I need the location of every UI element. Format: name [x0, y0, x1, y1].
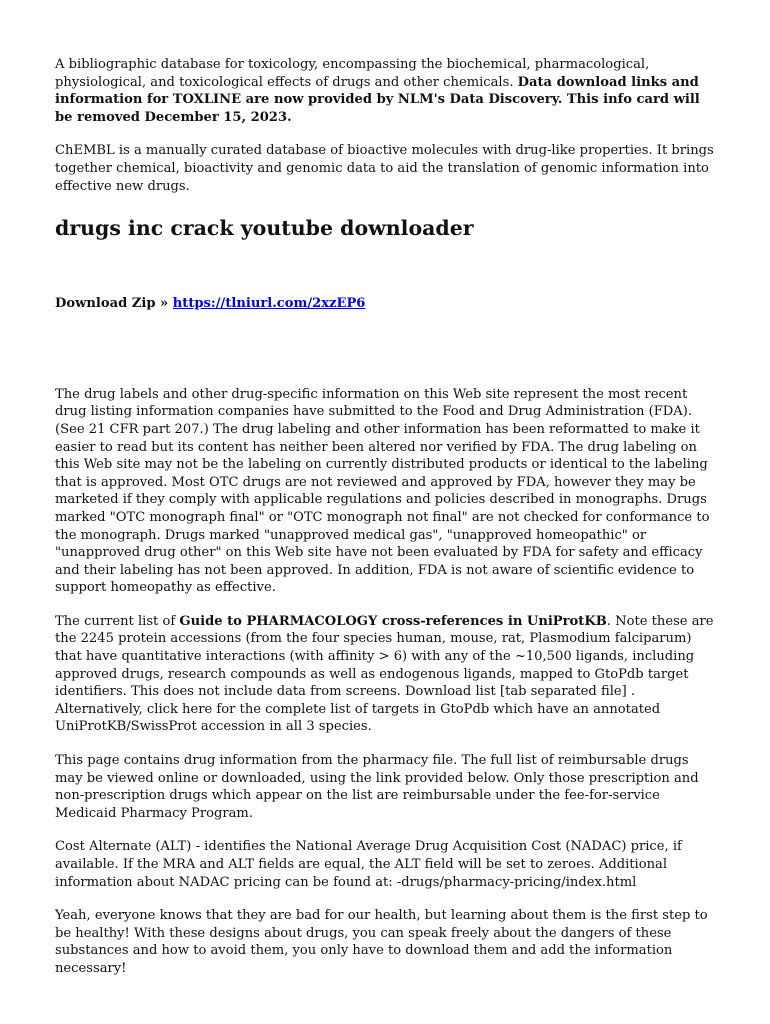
drug-labels-paragraph: The drug labels and other drug-specific information on this Web site represent the most recent drug listing information companies have submitted to the Food and Drug Administration (FDA). (See 21 CFR part 207.) The drug labeling and other information has been reformatted to make it easier to read but its content has neither been altered nor verified by FDA. The drug labeling on this Web site may not be the labeling on currently distributed products or identical to the labeling that is approved. Most OTC drugs are not reviewed and approved by FDA, however they may be marketed if they comply with applicable regulations and policies described in monographs. Drugs marked "OTC monograph final" or "OTC monograph not final" are not checked for conformance to the monograph. Drugs marked "unapproved medical gas", "unapproved homeopathic" or "unapproved drug other" on this Web site have not been evaluated by FDA for safety and efficacy and their labeling has not been approved. In addition, FDA is not aware of scientific evidence to support homeopathy as effective. [55, 386, 710, 596]
intro-bold-notice: Data download links and information for TOXLINE are now provided by NLM's Data Discovery. This info card will be removed December 15, 2023. [55, 74, 700, 125]
intro-paragraph [55, 56, 715, 126]
pharmacy-paragraph: This page contains drug information from the pharmacy file. The full list of reimbursable drugs may be viewed online or downloaded, using the link provided below. Only those prescription and non-prescription drugs which appear on the list are reimbursable under the fee-for-service Medicaid Pharmacy Program. [55, 753, 699, 821]
pharmacology-pre: The current list of [55, 613, 180, 629]
download-link[interactable]: https://tlniurl.com/2xzEP6 [172, 296, 366, 312]
chembl-paragraph: ChEMBL is a manually curated database of bioactive molecules with drug-like properties. It brings together chemical, bioactivity and genomic data to aid the translation of genomic information into effective new drugs. [55, 143, 714, 194]
pharmacology-paragraph [55, 613, 715, 736]
download-line [55, 295, 715, 313]
page-title: drugs inc crack youtube downloader [55, 216, 474, 241]
download-label: Download Zip » [55, 296, 173, 312]
alt-paragraph: Cost Alternate (ALT) - identifies the National Average Drug Acquisition Cost (NADAC) price, if available. If the MRA and ALT fields are equal, the ALT field will be set to zeroes. Additional information about NADAC pricing can be found at: -drugs/pharmacy-pricing/index.html [55, 839, 682, 890]
closing-paragraph: Yeah, everyone knows that they are bad for our health, but learning about them is the first step to be healthy! With these designs about drugs, you can speak freely about the dangers of these substances and how to avoid them, you only have to download them and add the information necessary! [55, 908, 708, 976]
intro-text: A bibliographic database for toxicology, encompassing the biochemical, pharmacological, physiological, and toxicological effects of drugs and other chemicals. [55, 57, 650, 90]
pharmacology-post: . Note these are the 2245 protein accessions (from the four species human, mouse, rat, Plasmodium falciparum) that have quantitative interactions (with affinity > 6) with any of the ~10,500 ligands, including approved drugs, research compounds as well as endogenous ligands, mapped to GtoPdb target identifiers. This does not include data from screens. Download list [tab separated file] . [55, 613, 714, 700]
pharmacology-bold: Guide to PHARMACOLOGY cross-references in UniProtKB [179, 613, 607, 629]
pharmacology-line2: Alternatively, click here for the complete list of targets in GtoPdb which have an annotated UniProtKB/SwissProt accession in all 3 species. [55, 701, 661, 735]
